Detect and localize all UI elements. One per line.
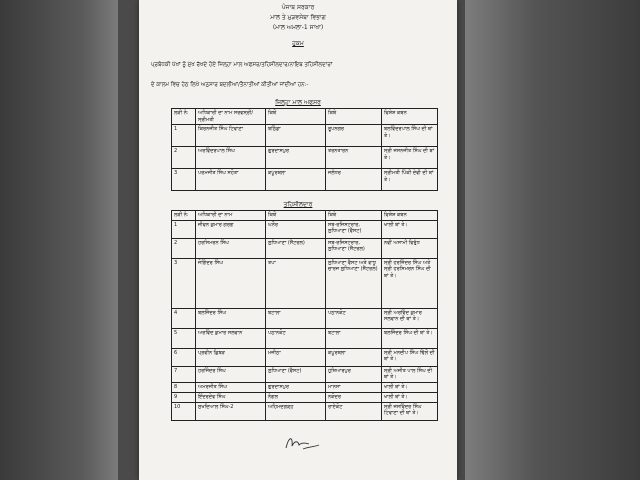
table-row — [172, 382, 438, 392]
table-cell: ਅਮਰਜੀਤ ਸਿੰਘ — [196, 382, 266, 392]
table-cell: ਹੁਸ਼ਿਆਰਪੁਰ — [326, 366, 382, 382]
table-row — [172, 169, 438, 191]
table-cell: ਲੁਧਿਆਣਾ (ਸੈਂਟਰਲ) — [266, 238, 326, 258]
column-header: ਅਧਿਕਾਰੀ ਦਾ ਨਾਮ ਸਰਵਸ੍ਰੀ/ਸ੍ਰੀਮਤੀ — [196, 109, 266, 125]
table-cell: ਨਕੋਦਰ — [326, 392, 382, 402]
table-cell: ਜੀਵਨ ਕੁਮਾਰ ਗਰਗ — [196, 220, 266, 238]
table-row — [172, 328, 438, 348]
column-header: ਲੜੀ ਨੰ: — [172, 211, 196, 221]
table-cell: ਸ੍ਰੀ ਮਨਦੀਪ ਸਿੰਘ ਢਿੱਲੋਂ ਦੀ ਥਾਂ ਤੇ। — [382, 348, 438, 366]
table-cell: ਬਠਿੰਡਾ — [266, 125, 326, 147]
table-cell: ਸ੍ਰੀ ਹਰਜਿੰਦਰ ਸਿੰਘ ਅਤੇ ਸ੍ਰੀ ਹਰਸਿਮਰਨ ਸਿੰਘ ਦੀ ਥਾਂ ਤੇ। — [382, 258, 438, 308]
order-title: ਹੁਕਮ — [292, 40, 304, 47]
table-cell: 3 — [172, 258, 196, 308]
table-row — [172, 258, 438, 308]
table-cell: 4 — [172, 308, 196, 328]
table-cell: ਜਲੰਧਰ — [326, 169, 382, 191]
table-row — [172, 402, 438, 420]
table-cell: ਲੁਧਿਆਣਾ ਵੈਸਟ ਅਤੇ ਵਾਧੂ ਚਾਰਜ ਲੁਧਿਆਣਾ (ਸੈਂਟਰਲ) — [326, 258, 382, 308]
section-title-tehsildar: ਤਹਿਸੀਲਦਾਰ — [283, 201, 313, 208]
table-cell: ਪਠਾਨਕੋਟ — [266, 328, 326, 348]
table-row — [172, 147, 438, 169]
table-cell: ਹਰਜਿੰਦਰ ਸਿੰਘ — [196, 366, 266, 382]
table-cell: ਕਿਰਨਜੀਤ ਸਿੰਘ ਟਿਵਾਣਾ — [196, 125, 266, 147]
intro-line-2: ਦੇ ਕਾਲਮ ਵਿਚ ਹੇਠ ਲਿਖੇ ਅਨੁਸਾਰ ਬਦਲੀਆਂ/ਤੈਨਾਤੀਆਂ ਕੀਤੀਆਂ ਜਾਂਦੀਆਂ ਹਨ:- — [151, 82, 309, 88]
table-cell: ਅਹਿਮਦਗੜ੍ਹ — [266, 402, 326, 420]
table-cell: 10 — [172, 402, 196, 420]
table-header-row — [172, 211, 438, 221]
header-branch: (ਮਾਲ ਅਮਲਾ-1 ਸਾਖਾ) — [272, 24, 324, 31]
table-cell: ਸਬ-ਰਜਿਸਟਰਾਰ, ਲੁਧਿਆਣਾ (ਸੈਂਟਰਲ) — [326, 238, 382, 258]
table-cell: ਸ੍ਰੀ ਜਸਨਜੀਤ ਸਿੰਘ ਦੀ ਥਾਂ ਤੇ। — [382, 147, 438, 169]
table-cell: ਖਾਲੀ ਥਾਂ ਤੇ। — [382, 392, 438, 402]
column-header: ਅਧਿਕਾਰੀ ਦਾ ਨਾਮ — [196, 211, 266, 221]
table-row — [172, 392, 438, 402]
table-cell: 1 — [172, 125, 196, 147]
table-cell: ਨੰਗਲ — [266, 392, 326, 402]
tehsildar-table — [171, 210, 438, 421]
table-cell: 2 — [172, 238, 196, 258]
table-cell: ਪਰਮਜੀਤ ਸਿੰਘ ਸਹੋਤਾ — [196, 169, 266, 191]
table-cell: ਸੁਖਦਿਆਲ ਸਿੰਘ-2 — [196, 402, 266, 420]
table-cell: ਨਵੀਂ ਅਸਾਮੀ ਵਿਰੁੱਧ — [382, 238, 438, 258]
column-header: ਕਿਥੇ — [326, 109, 382, 125]
table-cell: ਬਲਜਿੰਦਰ ਸਿੰਘ ਦੀ ਥਾਂ ਤੇ। — [382, 328, 438, 348]
table-cell: ਮਜੀਠਾ — [266, 348, 326, 366]
background-right — [465, 0, 640, 480]
table-cell: ਰਾਏਕੋਟ — [326, 402, 382, 420]
header-department: ਮਾਲ ਤੇ ਮੁੜਵਸੇਬਾ ਵਿਭਾਗ — [270, 14, 326, 21]
table-cell: ਬਟਾਲਾ — [326, 328, 382, 348]
table-cell: ਕਪੂਰਥਲਾ — [326, 348, 382, 366]
table-cell: ਸ੍ਰੀ ਅਜੀਤ ਪਾਲ ਸਿੰਘ ਦੀ ਥਾਂ ਤੇ। — [382, 366, 438, 382]
table-cell: ਖਾਲੀ ਥਾਂ ਤੇ। — [382, 382, 438, 392]
table-cell: 8 — [172, 382, 196, 392]
table-cell: ਸ੍ਰੀ ਜਸਵਿੰਦਰ ਸਿੰਘ ਟਿਵਾਣਾ ਦੀ ਥਾਂ ਤੇ। — [382, 402, 438, 420]
table-cell: ਕਪੂਰਥਲਾ — [266, 169, 326, 191]
table-cell: ਮਾਨਸਾ — [326, 382, 382, 392]
table-cell: 6 — [172, 348, 196, 366]
background-left — [0, 0, 118, 480]
table-cell: ਅਰਵਿੰਦ ਕੁਮਾਰ ਸਲਵਾਨ — [196, 328, 266, 348]
table-header-row — [172, 109, 438, 125]
table-cell: ਪਠਾਨਕੋਟ — [326, 308, 382, 328]
table-cell: ਗੁਰਦਾਸਪੁਰ — [266, 382, 326, 392]
table-cell: ਤਪਾ — [266, 258, 326, 308]
table-cell: ਪ੍ਰਵੀਨ ਛਿਬੜ — [196, 348, 266, 366]
table-cell: ਬਲਵਿੰਦਰਪਾਲ ਸਿੰਘ ਦੀ ਥਾਂ ਤੇ। — [382, 125, 438, 147]
table-row — [172, 220, 438, 238]
table-cell: ਰੂਪਨਗਰ — [326, 125, 382, 147]
column-header: ਵਿਸ਼ੇਸ਼ ਕਥਨ — [382, 109, 438, 125]
table-cell: 2 — [172, 147, 196, 169]
table-cell: ਘਨੌਰ — [266, 220, 326, 238]
table-cell: ਬਲਜਿੰਦਰ ਸਿੰਘ — [196, 308, 266, 328]
table-cell: ਲੁਧਿਆਣਾ (ਵੈਸਟ) — [266, 366, 326, 382]
column-header: ਕਿਥੇ — [326, 211, 382, 221]
table-cell: ਬਟਾਲਾ — [266, 308, 326, 328]
district-revenue-officer-table — [171, 108, 438, 191]
table-cell: ਇੰਦਰਦੇਵ ਸਿੰਘ — [196, 392, 266, 402]
section-title-district-revenue-officer: ਜਿਲ੍ਹਾ ਮਾਲ ਅਫਸਰ — [275, 99, 321, 106]
column-header: ਲੜੀ ਨੰ: — [172, 109, 196, 125]
table-row — [172, 125, 438, 147]
table-cell: ਸ੍ਰੀ ਅਰਵਿੰਦ ਕੁਮਾਰ ਸਲਵਾਨ ਦੀ ਥਾਂ ਤੇ। — [382, 308, 438, 328]
table-cell: 1 — [172, 220, 196, 238]
table-row — [172, 308, 438, 328]
table-cell: ਗੁਰਦਾਸਪੁਰ — [266, 147, 326, 169]
signature-mark — [283, 432, 323, 454]
table-cell: ਸ੍ਰੀਮਤੀ ਪਿੰਕੀ ਦੇਵੀ ਦੀ ਥਾਂ ਤੇ। — [382, 169, 438, 191]
table-cell: ਤਰਨਤਾਰਨ — [326, 147, 382, 169]
column-header: ਵਿਸ਼ੇਸ਼ ਕਥਨ — [382, 211, 438, 221]
table-cell: ਖਾਲੀ ਥਾਂ ਤੇ। — [382, 220, 438, 238]
table-cell: 7 — [172, 366, 196, 382]
table-cell: ਜੋਗਿੰਦਰ ਸਿੰਘ — [196, 258, 266, 308]
table-cell: 3 — [172, 169, 196, 191]
table-row — [172, 348, 438, 366]
table-cell: 5 — [172, 328, 196, 348]
header-government: ਪੰਜਾਬ ਸਰਕਾਰ — [281, 4, 315, 11]
table-cell: ਹਰਸਿਮਰਨ ਸਿੰਘ — [196, 238, 266, 258]
table-cell: ਅਰਵਿੰਦਰਪਾਲ ਸਿੰਘ — [196, 147, 266, 169]
document-page — [139, 0, 457, 480]
column-header: ਕਿਥੋਂ — [266, 211, 326, 221]
intro-line-1: ਪ੍ਰਬੰਧਕੀ ਪੱਖਾਂ ਨੂੰ ਮੁੱਖ ਰੱਖਦੇ ਹੋਏ ਜਿਲ੍ਹਾ ਮਾਲ ਅਫਸਰ/ਤਹਿਸੀਲਦਾਰ/ਨਾਇਬ ਤਹਿਸੀਲਦਾਰਾਂ — [151, 62, 333, 68]
table-cell: ਸਬ-ਰਜਿਸਟਰਾਰ, ਲੁਧਿਆਣਾ (ਵੈਸਟ) — [326, 220, 382, 238]
table-row — [172, 238, 438, 258]
table-cell: 9 — [172, 392, 196, 402]
column-header: ਕਿਥੋਂ — [266, 109, 326, 125]
table-row — [172, 366, 438, 382]
